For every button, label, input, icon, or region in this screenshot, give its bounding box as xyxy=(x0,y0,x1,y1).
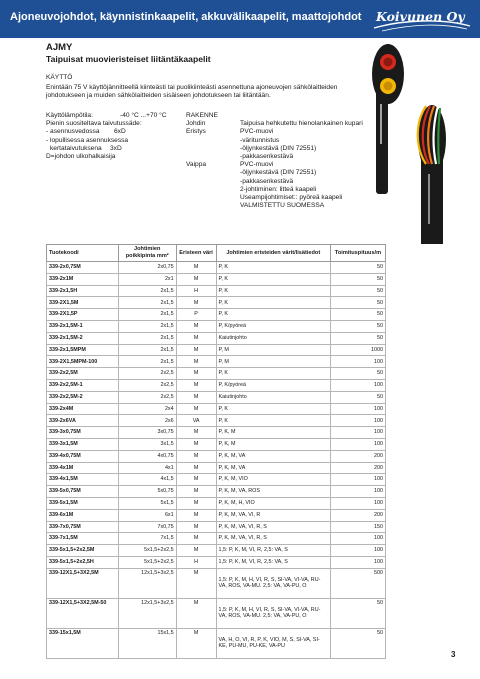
cell-cross-section: 2x1,5 xyxy=(118,285,176,297)
cell-insulation-color: M xyxy=(176,628,216,658)
cell-product-code: 339-5x1,5M xyxy=(47,497,119,509)
cell-delivery-length: 100 xyxy=(330,438,385,450)
cell-insulation-color: VA xyxy=(176,415,216,427)
cell-core-colors: P, K/pyöreä xyxy=(216,379,330,391)
cell-product-code: 339-3x0,75M xyxy=(47,427,119,439)
cell-delivery-length: 200 xyxy=(330,462,385,474)
cell-cross-section: 2x4 xyxy=(118,403,176,415)
cell-core-colors: P, K xyxy=(216,285,330,297)
cell-product-code: 339-2x2,5M-2 xyxy=(47,391,119,403)
cell-product-code: 339-2x2,5M xyxy=(47,368,119,380)
table-row xyxy=(47,521,386,533)
company-logo xyxy=(372,6,472,32)
cell-core-colors: P, K/pyöreä xyxy=(216,320,330,332)
cell-cross-section: 2x2,5 xyxy=(118,368,176,380)
cell-core-colors: P, K xyxy=(216,403,330,415)
header-product-code: Tuotekoodi xyxy=(47,245,119,262)
cell-delivery-length: 50 xyxy=(330,628,385,658)
cell-delivery-length: 200 xyxy=(330,450,385,462)
cell-delivery-length: 150 xyxy=(330,521,385,533)
cell-cross-section: 2x1,5 xyxy=(118,309,176,321)
cell-delivery-length: 50 xyxy=(330,391,385,403)
insulation-line: -pakkasenkestävä xyxy=(240,153,294,160)
cell-product-code: 339-2x1,5MPM xyxy=(47,344,119,356)
cell-product-code: 339-2X1,5M xyxy=(47,297,119,309)
cell-product-code: 339-6x1M xyxy=(47,509,119,521)
sheath-line: Useampijohtimiset:: pyöreä kaapeli xyxy=(240,194,343,201)
cell-delivery-length: 50 xyxy=(330,262,385,274)
insulation-line: -väritunnistus xyxy=(240,136,280,144)
cell-insulation-color: M xyxy=(176,273,216,285)
cell-delivery-length: 50 xyxy=(330,332,385,344)
table-row xyxy=(47,320,386,332)
cell-product-code: 339-7x0,75M xyxy=(47,521,119,533)
cell-insulation-color: M xyxy=(176,521,216,533)
cell-insulation-color: M xyxy=(176,332,216,344)
cell-delivery-length: 100 xyxy=(330,533,385,545)
header-delivery-length: Toimituspituus/m xyxy=(330,245,385,262)
cell-cross-section: 2x1,5 xyxy=(118,320,176,332)
cell-core-colors: P, K, M xyxy=(216,438,330,450)
table-row xyxy=(47,545,386,557)
cell-cross-section: 5x1,5+2x2,5 xyxy=(118,545,176,557)
table-row xyxy=(47,474,386,486)
cell-cross-section: 3x0,75 xyxy=(118,427,176,439)
cell-delivery-length: 50 xyxy=(330,273,385,285)
sheath-line: PVC-muovi xyxy=(240,161,274,169)
cell-core-colors: P, K, M, VA, ROS xyxy=(216,486,330,498)
cell-core-colors: Kaiutinjohto xyxy=(216,332,330,344)
cell-cross-section: 4x1 xyxy=(118,462,176,474)
sheath-label: Vaippa xyxy=(186,161,207,169)
cell-core-colors: P, M xyxy=(216,356,330,368)
table-row xyxy=(47,556,386,568)
cell-product-code: 339-2x1,5M-1 xyxy=(47,320,119,332)
cell-delivery-length: 50 xyxy=(330,297,385,309)
cell-product-code: 339-4x1M xyxy=(47,462,119,474)
bend-fixed-value: 6xD xyxy=(114,128,126,136)
cell-cross-section: 2x2,5 xyxy=(118,379,176,391)
cell-product-code: 339-2x6VA xyxy=(47,415,119,427)
sheath-line: 2-johtiminen: litteä kaapeli xyxy=(240,185,317,193)
temp-value: -40 °C ...+70 °C xyxy=(120,112,167,119)
cell-cross-section: 5x0,75 xyxy=(118,486,176,498)
bend-fixed: - asennusvedossa xyxy=(46,128,100,136)
table-row xyxy=(47,628,386,658)
cell-insulation-color: H xyxy=(176,556,216,568)
cell-delivery-length: 50 xyxy=(330,309,385,321)
cell-core-colors: 1,5: P, K, M, VI, R, 2,5: VA, S xyxy=(216,545,330,557)
cell-insulation-color: M xyxy=(176,368,216,380)
cell-delivery-length: 100 xyxy=(330,556,385,568)
table-row xyxy=(47,486,386,498)
table-row xyxy=(47,568,386,598)
cell-core-colors: P, K xyxy=(216,273,330,285)
cell-delivery-length: 100 xyxy=(330,486,385,498)
cell-delivery-length: 500 xyxy=(330,568,385,598)
cell-insulation-color: M xyxy=(176,403,216,415)
header-core-colors: Johtimien eristeiden värit/lisätiedot xyxy=(216,245,330,262)
cell-cross-section: 5x1,5 xyxy=(118,497,176,509)
conductor-value: Taipuisa hehkutettu hienolankainen kupari xyxy=(240,120,363,128)
cell-delivery-length: 100 xyxy=(330,379,385,391)
table-row xyxy=(47,332,386,344)
cell-insulation-color: M xyxy=(176,598,216,628)
table-row xyxy=(47,285,386,297)
cell-insulation-color: H xyxy=(176,285,216,297)
cell-insulation-color: M xyxy=(176,509,216,521)
cell-product-code: 339-2x0,75M xyxy=(47,262,119,274)
cell-insulation-color: P xyxy=(176,309,216,321)
cell-delivery-length: 100 xyxy=(330,427,385,439)
table-row xyxy=(47,297,386,309)
cell-insulation-color: M xyxy=(176,297,216,309)
bend-final-value: 3xD xyxy=(110,144,122,152)
cell-delivery-length: 100 xyxy=(330,497,385,509)
cell-cross-section: 2x1,5 xyxy=(118,344,176,356)
cell-insulation-color: M xyxy=(176,486,216,498)
cell-core-colors: P, K, M, VA, VI, R, S xyxy=(216,521,330,533)
table-row xyxy=(47,403,386,415)
usage-text: Enintään 75 V käyttöjännitteellä kiinteästi tai puolikiinteästi asennettuna ajoneuvojen sähkölaitteiden johdotukseen ja muiden sähkölaitteiden sisäiseen johdotukseen tai liitäntään. xyxy=(46,84,338,100)
cell-cross-section: 4x1,5 xyxy=(118,474,176,486)
table-row xyxy=(47,415,386,427)
cell-core-colors: P, K xyxy=(216,297,330,309)
sheath-line: VALMISTETTU SUOMESSA xyxy=(240,202,325,210)
insulation-line: -öljynkestävä (DIN 72551) xyxy=(240,144,317,152)
cell-delivery-length: 100 xyxy=(330,356,385,368)
cell-product-code: 339-2x1,5H xyxy=(47,285,119,297)
page-header-title: Ajoneuvojohdot, käynnistinkaapelit, akkuvälikaapelit, maattojohdot xyxy=(10,11,362,23)
cell-product-code: 339-5x1,5+2x2,5H xyxy=(47,556,119,568)
cell-delivery-length: 50 xyxy=(330,320,385,332)
cell-delivery-length: 50 xyxy=(330,598,385,628)
cell-insulation-color: M xyxy=(176,474,216,486)
cell-core-colors: Kaiutinjohto xyxy=(216,391,330,403)
cell-core-colors: 1,5: P, K, M, VI, R, 2,5: VA, S xyxy=(216,556,330,568)
cell-core-colors: P, K, M, VA xyxy=(216,450,330,462)
cell-core-colors: P, K, M, VIO xyxy=(216,474,330,486)
cell-product-code: 339-2x1M xyxy=(47,273,119,285)
cell-delivery-length: 100 xyxy=(330,545,385,557)
cell-cross-section: 2x1,5 xyxy=(118,356,176,368)
cell-core-colors: P, K xyxy=(216,262,330,274)
bend-label: Pienin suositeltava taivutussäde: xyxy=(46,120,142,128)
cell-delivery-length: 100 xyxy=(330,403,385,415)
cell-insulation-color: M xyxy=(176,497,216,509)
product-table xyxy=(46,244,386,659)
table-body xyxy=(47,262,386,659)
table-row xyxy=(47,509,386,521)
cell-core-colors: P, K, M, H, VIO xyxy=(216,497,330,509)
cell-cross-section: 2x2,5 xyxy=(118,391,176,403)
header-insulation-color: Eristeen väri xyxy=(176,245,216,262)
cell-delivery-length: 100 xyxy=(330,415,385,427)
cell-insulation-color: M xyxy=(176,344,216,356)
cell-cross-section: 2x0,75 xyxy=(118,262,176,274)
cell-cross-section: 7x1,5 xyxy=(118,533,176,545)
table-row xyxy=(47,598,386,628)
cell-product-code: 339-5x0,75M xyxy=(47,486,119,498)
cell-delivery-length: 50 xyxy=(330,368,385,380)
insulation-line: PVC-muovi xyxy=(240,128,274,136)
sheath-line: -pakkasenkestävä xyxy=(240,177,294,185)
cell-insulation-color: M xyxy=(176,379,216,391)
cell-insulation-color: M xyxy=(176,356,216,368)
cell-insulation-color: M xyxy=(176,262,216,274)
cell-core-colors: P, K, M, VA, VI, R, S xyxy=(216,533,330,545)
cell-product-code: 339-4x1,5M xyxy=(47,474,119,486)
cell-delivery-length: 50 xyxy=(330,285,385,297)
table-row xyxy=(47,309,386,321)
cell-core-colors: VA, H, O, VI, R, P, K, VIO, M, S, SI-VA, SI-KE, PU-MU, PU-KE, VA-PU xyxy=(216,628,330,658)
cell-cross-section: 2x1,5 xyxy=(118,332,176,344)
cell-cross-section: 7x0,75 xyxy=(118,521,176,533)
page-number: 3 xyxy=(451,650,456,659)
cell-insulation-color: M xyxy=(176,545,216,557)
bend-final-1: - lopullisessa asennuksessa xyxy=(46,136,129,144)
cell-core-colors: P, K xyxy=(216,368,330,380)
cell-insulation-color: M xyxy=(176,320,216,332)
cell-product-code: 339-5x1,5+2x2,5M xyxy=(47,545,119,557)
cell-cross-section: 2x1 xyxy=(118,273,176,285)
cell-insulation-color: M xyxy=(176,462,216,474)
logo-text: Koivunen Oy xyxy=(376,9,465,24)
cell-insulation-color: M xyxy=(176,450,216,462)
structure-heading: RAKENNE xyxy=(186,112,218,119)
header-cross-section: Johtimien poikkipinta mm² xyxy=(118,245,176,262)
cell-product-code: 339-2X1,5MPM-100 xyxy=(47,356,119,368)
cell-cross-section: 5x1,5+2x2,5 xyxy=(118,556,176,568)
cell-core-colors: 1,5: P, K, M, H, VI, R, S, SI-VA, VI-VA, RU-VA, ROS, VA-MU. 2,5: VA, VA-PU, O xyxy=(216,568,330,598)
cell-core-colors: P, K, M xyxy=(216,427,330,439)
cell-product-code: 339-2x1,5M-2 xyxy=(47,332,119,344)
cell-core-colors: P, M xyxy=(216,344,330,356)
cell-product-code: 339-12X1,5+3X2,5M-50 xyxy=(47,598,119,628)
cell-core-colors: P, K xyxy=(216,309,330,321)
cell-product-code: 339-2x2,5M-1 xyxy=(47,379,119,391)
table-row xyxy=(47,497,386,509)
cell-cross-section: 3x1,5 xyxy=(118,438,176,450)
table-row xyxy=(47,379,386,391)
cell-insulation-color: M xyxy=(176,438,216,450)
cell-product-code: 339-4x0,75M xyxy=(47,450,119,462)
cell-insulation-color: M xyxy=(176,391,216,403)
d-note: D=johdon ulkohalkaisija xyxy=(46,153,116,160)
cell-product-code: 339-15x1,5M xyxy=(47,628,119,658)
table-row xyxy=(47,427,386,439)
cell-cross-section: 12x1,5+3x2,5 xyxy=(118,568,176,598)
cell-delivery-length: 100 xyxy=(330,474,385,486)
product-code: AJMY xyxy=(46,42,73,53)
product-table-wrap xyxy=(46,244,386,659)
cell-product-code: 339-2X1,5P xyxy=(47,309,119,321)
cable-product-image xyxy=(366,44,456,244)
sheath-line: -öljynkestävä (DIN 72551) xyxy=(240,169,317,177)
header-banner xyxy=(0,0,480,38)
cell-core-colors: P, K xyxy=(216,415,330,427)
temp-label: Käyttölämpötila: xyxy=(46,112,93,119)
cell-product-code: 339-3x1,5M xyxy=(47,438,119,450)
bend-final-2: kertataivutuksena xyxy=(50,144,102,152)
usage-heading: KÄYTTÖ xyxy=(46,74,73,81)
table-row xyxy=(47,462,386,474)
conductor-label: Johdin xyxy=(186,120,206,128)
product-title: Taipuisat muovieristeiset liitäntäkaapelit xyxy=(46,54,211,64)
cell-delivery-length: 1000 xyxy=(330,344,385,356)
cell-cross-section: 4x0,75 xyxy=(118,450,176,462)
cell-cross-section: 12x1,5+3x2,5 xyxy=(118,598,176,628)
cell-delivery-length: 200 xyxy=(330,509,385,521)
cell-core-colors: 1,5: P, K, M, H, VI, R, S, SI-VA, VI-VA, RU-VA, ROS, VA-MU. 2,5: VA, VA-PU, O xyxy=(216,598,330,628)
table-row xyxy=(47,368,386,380)
round-cable-icon xyxy=(418,105,446,244)
table-row xyxy=(47,450,386,462)
table-row xyxy=(47,344,386,356)
cell-product-code: 339-12X1,5+3X2,5M xyxy=(47,568,119,598)
table-row xyxy=(47,273,386,285)
cell-product-code: 339-7x1,5M xyxy=(47,533,119,545)
table-row xyxy=(47,391,386,403)
cell-core-colors: P, K, M, VA, VI, R xyxy=(216,509,330,521)
table-header-row xyxy=(47,245,386,262)
cell-insulation-color: M xyxy=(176,427,216,439)
cell-cross-section: 2x6 xyxy=(118,415,176,427)
insulation-label: Eristys xyxy=(186,128,206,136)
table-row xyxy=(47,356,386,368)
table-row xyxy=(47,533,386,545)
table-row xyxy=(47,262,386,274)
cell-cross-section: 6x1 xyxy=(118,509,176,521)
cell-insulation-color: M xyxy=(176,568,216,598)
cell-core-colors: P, K, M, VA xyxy=(216,462,330,474)
table-row xyxy=(47,438,386,450)
cell-product-code: 339-2x4M xyxy=(47,403,119,415)
cell-cross-section: 15x1,5 xyxy=(118,628,176,658)
cell-cross-section: 2x1,5 xyxy=(118,297,176,309)
flat-cable-icon xyxy=(372,44,404,194)
cell-insulation-color: M xyxy=(176,533,216,545)
